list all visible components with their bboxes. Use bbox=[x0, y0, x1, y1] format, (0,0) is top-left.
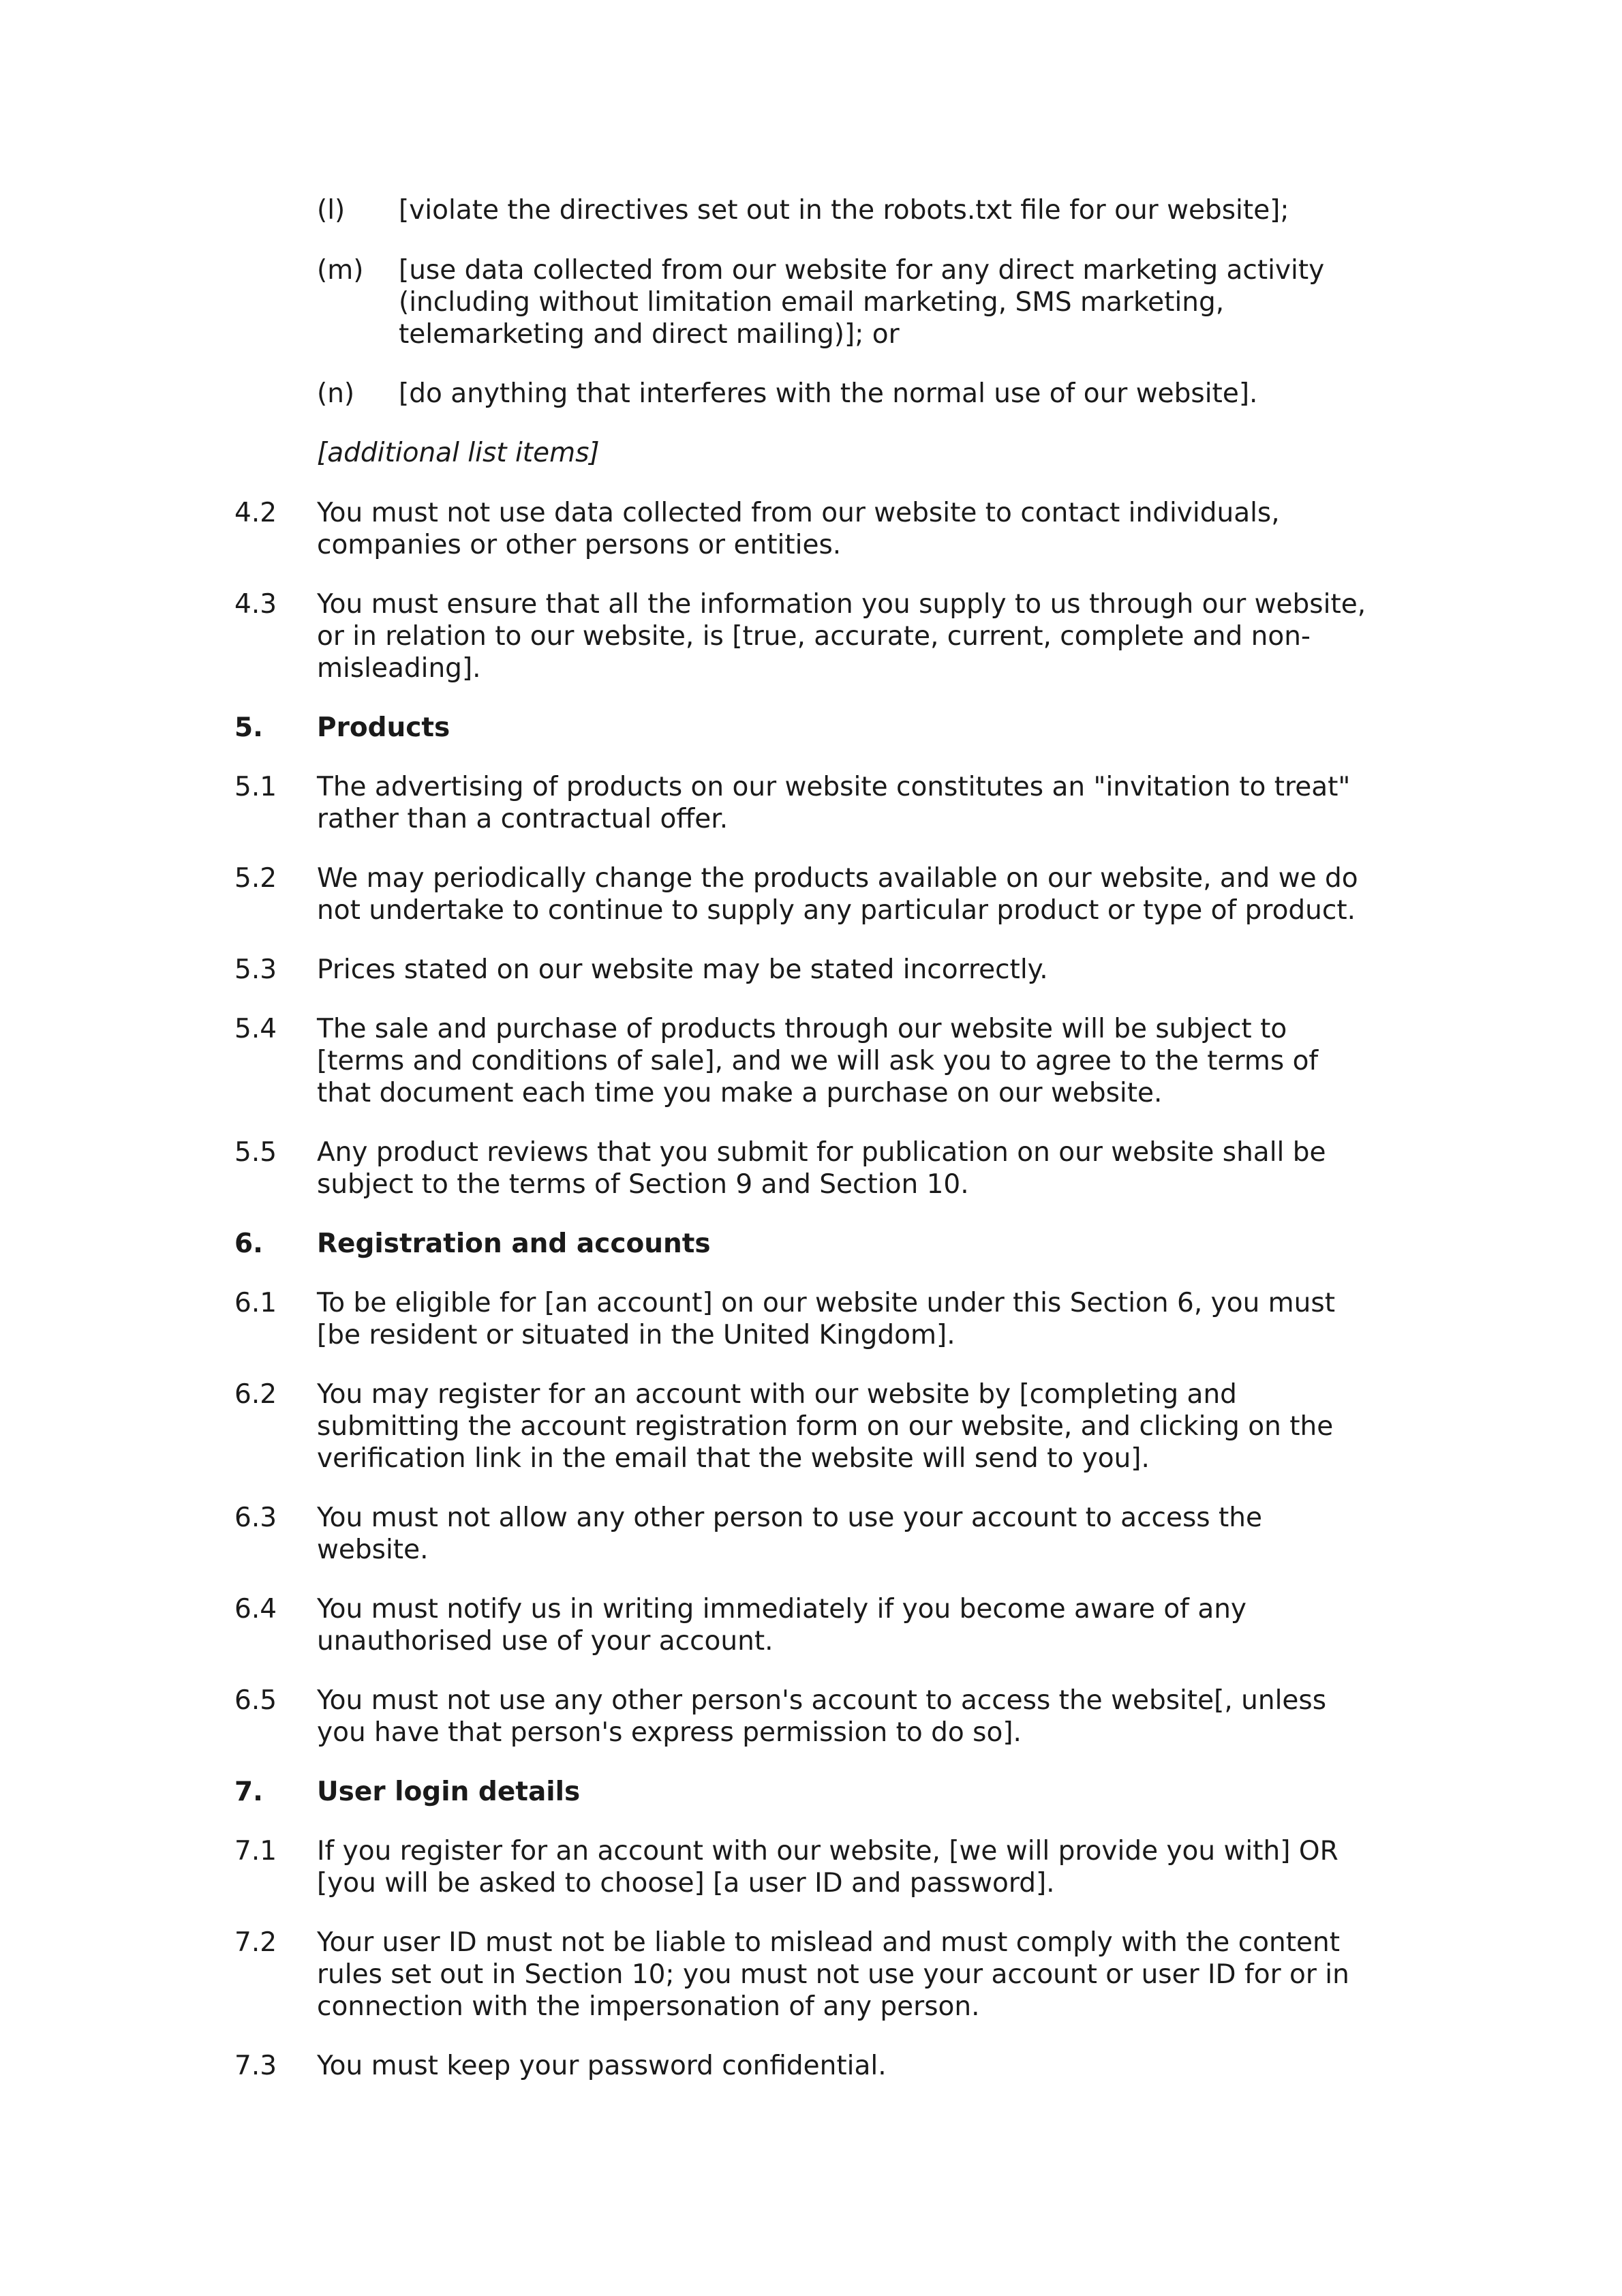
text-line: (including without limitation email marketing, SMS marketing, bbox=[399, 287, 1225, 318]
list-item-text bbox=[399, 194, 1289, 226]
clause-number: 5.3 bbox=[234, 954, 277, 985]
clause-number: 4.2 bbox=[234, 498, 277, 528]
section-number: 7. bbox=[234, 1777, 263, 1807]
list-item-text bbox=[399, 254, 1324, 350]
text-line: The sale and purchase of products through our website will be subject to bbox=[317, 1014, 1287, 1044]
clause-number: 5.4 bbox=[234, 1014, 277, 1044]
text-line: telemarketing and direct mailing)]; or bbox=[399, 319, 900, 350]
clause-text bbox=[317, 1685, 1326, 1749]
clause-number: 7.2 bbox=[234, 1927, 277, 1958]
list-item-label: (l) bbox=[317, 195, 346, 226]
text-line: unauthorised use of your account. bbox=[317, 1626, 774, 1657]
clause-text bbox=[317, 1287, 1335, 1351]
list-item-text bbox=[399, 378, 1257, 410]
clause-text bbox=[317, 862, 1358, 926]
additional-list-items-note: [additional list items] bbox=[317, 438, 600, 468]
clause-text bbox=[317, 1378, 1333, 1475]
clause-number: 5.5 bbox=[234, 1137, 277, 1168]
section-heading: Products bbox=[317, 712, 450, 743]
text-line: [do anything that interferes with the normal use of our website]. bbox=[399, 378, 1258, 409]
clause-number: 7.3 bbox=[234, 2051, 277, 2081]
text-line: You must not allow any other person to use your account to access the bbox=[317, 1502, 1262, 1533]
section-heading: Registration and accounts bbox=[317, 1228, 711, 1259]
text-line: [you will be asked to choose] [a user ID and password]. bbox=[317, 1868, 1055, 1899]
text-line: subject to the terms of Section 9 and Section 10. bbox=[317, 1169, 969, 1200]
clause-number: 6.1 bbox=[234, 1288, 277, 1318]
text-line: [violate the directives set out in the robots.txt file for our website]; bbox=[399, 195, 1289, 226]
clause-number: 6.3 bbox=[234, 1502, 277, 1533]
clause-text bbox=[317, 771, 1350, 835]
text-line: not undertake to continue to supply any particular product or type of product. bbox=[317, 895, 1356, 926]
text-line: You may register for an account with our website by [completing and bbox=[317, 1379, 1237, 1410]
text-line: website. bbox=[317, 1535, 429, 1565]
text-line: rules set out in Section 10; you must not use your account or user ID for or in bbox=[317, 1959, 1349, 1990]
section-heading: User login details bbox=[317, 1777, 581, 1807]
text-line: rather than a contractual offer. bbox=[317, 804, 729, 834]
text-line: We may periodically change the products available on our website, and we do bbox=[317, 863, 1358, 894]
clause-text bbox=[317, 1835, 1338, 1899]
section-number: 5. bbox=[234, 712, 263, 743]
text-line: verification link in the email that the website will send to you]. bbox=[317, 1443, 1150, 1474]
text-line: Any product reviews that you submit for publication on our website shall be bbox=[317, 1137, 1326, 1168]
clause-number: 4.3 bbox=[234, 589, 277, 620]
text-line: companies or other persons or entities. bbox=[317, 530, 842, 560]
clause-text bbox=[317, 1136, 1326, 1200]
clause-text bbox=[317, 1593, 1246, 1657]
clause-number: 7.1 bbox=[234, 1836, 277, 1867]
text-line: You must ensure that all the information you supply to us through our website, bbox=[317, 589, 1366, 620]
clause-text bbox=[317, 1502, 1262, 1566]
text-line: that document each time you make a purchase on our website. bbox=[317, 1078, 1163, 1108]
text-line: connection with the impersonation of any person. bbox=[317, 1991, 980, 2022]
text-line: [be resident or situated in the United Kingdom]. bbox=[317, 1320, 955, 1350]
text-line: You must not use any other person's account to access the website[, unless bbox=[317, 1685, 1327, 1716]
list-item-label: (n) bbox=[317, 378, 355, 409]
text-line: You must notify us in writing immediately if you become aware of any bbox=[317, 1594, 1247, 1625]
clause-text bbox=[317, 588, 1366, 684]
text-line: If you register for an account with our website, [we will provide you with] OR bbox=[317, 1836, 1338, 1867]
clause-text bbox=[317, 954, 1048, 986]
text-line: or in relation to our website, is [true, accurate, current, complete and non- bbox=[317, 621, 1311, 652]
text-line: [use data collected from our website for any direct marketing activity bbox=[399, 255, 1325, 286]
text-line: misleading]. bbox=[317, 653, 481, 684]
text-line: submitting the account registration form on our website, and clicking on the bbox=[317, 1411, 1334, 1442]
section-number: 6. bbox=[234, 1228, 263, 1259]
clause-number: 6.4 bbox=[234, 1594, 277, 1625]
clause-number: 6.5 bbox=[234, 1685, 277, 1716]
list-item-label: (m) bbox=[317, 255, 364, 286]
clause-text bbox=[317, 1013, 1318, 1109]
text-line: you have that person's express permission to do so]. bbox=[317, 1717, 1022, 1748]
text-line: To be eligible for [an account] on our website under this Section 6, you must bbox=[317, 1288, 1335, 1318]
text-line: [terms and conditions of sale], and we will ask you to agree to the terms of bbox=[317, 1046, 1319, 1076]
text-line: Prices stated on our website may be stated incorrectly. bbox=[317, 954, 1048, 985]
clause-text bbox=[317, 497, 1280, 561]
text-line: The advertising of products on our website constitutes an "invitation to treat" bbox=[317, 772, 1351, 802]
text-line: Your user ID must not be liable to mislead and must comply with the content bbox=[317, 1927, 1341, 1958]
clause-number: 6.2 bbox=[234, 1379, 277, 1410]
text-line: You must keep your password confidential. bbox=[317, 2051, 887, 2081]
text-line: You must not use data collected from our website to contact individuals, bbox=[317, 498, 1280, 528]
clause-number: 5.2 bbox=[234, 863, 277, 894]
clause-text bbox=[317, 2050, 887, 2082]
clause-text bbox=[317, 1927, 1349, 2023]
clause-number: 5.1 bbox=[234, 772, 277, 802]
